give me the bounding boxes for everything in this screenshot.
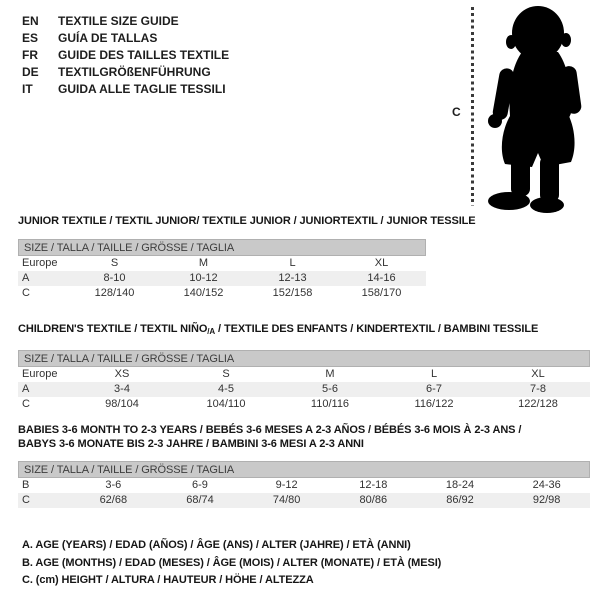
legend-notes xyxy=(22,537,441,590)
language-row xyxy=(22,64,229,81)
height-measure-line xyxy=(471,7,474,206)
table-row xyxy=(18,256,426,271)
legend-note: B. AGE (MONTHS) / EDAD (MESES) / ÂGE (MOIS) / ALTER (MONATE) / ETÀ (MESI) xyxy=(22,556,442,569)
value-cell: M xyxy=(198,257,209,269)
value-cell: 3-4 xyxy=(114,383,130,395)
value-cell: 10-12 xyxy=(189,272,218,284)
row-label-cell: B xyxy=(22,479,30,491)
legend-note: C. (cm) HEIGHT / ALTURA / HAUTEUR / HÖHE / ALTEZZA xyxy=(22,574,314,586)
table-title-subscript: /A xyxy=(207,327,216,336)
value-cell: 6-9 xyxy=(192,479,208,491)
value-cell: 4-5 xyxy=(218,383,234,395)
value-cell: 140/152 xyxy=(183,287,224,299)
value-cell: 104/110 xyxy=(206,398,246,410)
value-cell: 98/104 xyxy=(105,398,139,410)
value-cell: 80/86 xyxy=(359,494,388,506)
value-cell: 5-6 xyxy=(322,383,338,395)
table-title-line: BABIES 3-6 MONTH TO 2-3 YEARS / BEBÉS 3-6 MESES A 2-3 AÑOS / BÉBÉS 3-6 MOIS À 2-3 ANS / xyxy=(18,424,522,436)
value-cell: 8-10 xyxy=(103,272,126,284)
table-title xyxy=(18,423,590,451)
value-cell: 110/116 xyxy=(310,398,350,410)
row-label-cell: Europe xyxy=(22,368,58,380)
value-cell: 122/128 xyxy=(518,398,558,410)
row-label-cell: A xyxy=(22,272,30,284)
value-cell: S xyxy=(110,257,119,269)
value-cell: 3-6 xyxy=(105,479,122,491)
value-cell: M xyxy=(325,368,335,380)
table-row xyxy=(18,286,426,301)
language-text: GUÍA DE TALLAS xyxy=(58,31,158,45)
value-cell: XS xyxy=(114,368,130,380)
row-label-cell: A xyxy=(22,383,30,395)
table-row xyxy=(18,271,426,286)
value-cell: 158/170 xyxy=(361,287,402,299)
value-cell: 74/80 xyxy=(272,494,301,506)
height-label-c: C xyxy=(452,105,461,119)
language-text: TEXTILE SIZE GUIDE xyxy=(58,14,179,28)
table-title-text: / TEXTILE DES ENFANTS / KINDERTEXTIL / BAMBINI TESSILE xyxy=(215,323,539,335)
table-row xyxy=(18,397,590,412)
language-code: FR xyxy=(22,48,38,62)
table-title-line: BABYS 3-6 MONATE BIS 2-3 JAHRE / BAMBINI 3-6 MESI A 2-3 ANNI xyxy=(18,438,364,450)
row-label-cell: C xyxy=(22,398,30,410)
value-cell: XL xyxy=(374,257,389,269)
babies-textile-table xyxy=(18,423,590,508)
language-code: ES xyxy=(22,31,39,45)
value-cell: 62/68 xyxy=(99,494,128,506)
value-cell: L xyxy=(289,257,296,269)
language-text: GUIDE DES TAILLES TEXTILE xyxy=(58,48,230,62)
table-row xyxy=(18,382,590,397)
junior-textile-table xyxy=(18,214,476,301)
row-label-cell: Europe xyxy=(22,257,58,269)
language-row xyxy=(22,81,229,98)
value-cell: L xyxy=(430,368,438,380)
value-cell: 68/74 xyxy=(186,494,214,506)
language-row xyxy=(22,30,229,47)
size-header-bar: SIZE / TALLA / TAILLE / GRÖSSE / TAGLIA xyxy=(18,350,590,367)
value-cell: XL xyxy=(531,368,545,380)
table-row xyxy=(18,367,590,382)
value-cell: 12-13 xyxy=(278,272,307,284)
value-cell: 86/92 xyxy=(446,494,474,506)
value-cell: 7-8 xyxy=(530,383,546,395)
language-code: IT xyxy=(22,82,33,96)
size-header-bar: SIZE / TALLA / TAILLE / GRÖSSE / TAGLIA xyxy=(18,461,590,478)
language-text: GUIDA ALLE TAGLIE TESSILI xyxy=(58,82,226,96)
row-label-cell: C xyxy=(22,287,30,299)
table-row xyxy=(18,478,590,493)
childrens-textile-table xyxy=(18,322,590,412)
language-row xyxy=(22,47,229,64)
value-cell: 128/140 xyxy=(94,287,135,299)
language-code: EN xyxy=(22,14,39,28)
table-title: JUNIOR TEXTILE / TEXTIL JUNIOR/ TEXTILE JUNIOR / JUNIORTEXTIL / JUNIOR TESSILE xyxy=(18,215,476,227)
legend-note: A. AGE (YEARS) / EDAD (AÑOS) / ÂGE (ANS) / ALTER (JAHRE) / ETÀ (ANNI) xyxy=(22,539,411,551)
table-title-text: CHILDREN'S TEXTILE / TEXTIL NIÑO xyxy=(18,323,208,335)
value-cell: 152/158 xyxy=(272,287,313,299)
value-cell: 14-16 xyxy=(367,272,396,284)
value-cell: 24-36 xyxy=(532,479,561,491)
value-cell: S xyxy=(222,368,230,380)
value-cell: 6-7 xyxy=(426,383,442,395)
value-cell: 92/98 xyxy=(532,494,561,506)
language-list xyxy=(22,13,229,98)
row-label-cell: C xyxy=(22,494,30,506)
value-cell: 9-12 xyxy=(275,479,298,491)
size-header-bar: SIZE / TALLA / TAILLE / GRÖSSE / TAGLIA xyxy=(18,239,426,256)
language-row xyxy=(22,13,229,30)
toddler-silhouette xyxy=(482,4,600,214)
language-text: TEXTILGRÖßENFÜHRUNG xyxy=(58,65,211,79)
language-code: DE xyxy=(22,65,39,79)
table-title xyxy=(18,322,590,339)
table-row xyxy=(18,493,590,508)
value-cell: 12-18 xyxy=(359,479,388,491)
value-cell: 116/122 xyxy=(414,398,454,410)
value-cell: 18-24 xyxy=(445,479,475,491)
